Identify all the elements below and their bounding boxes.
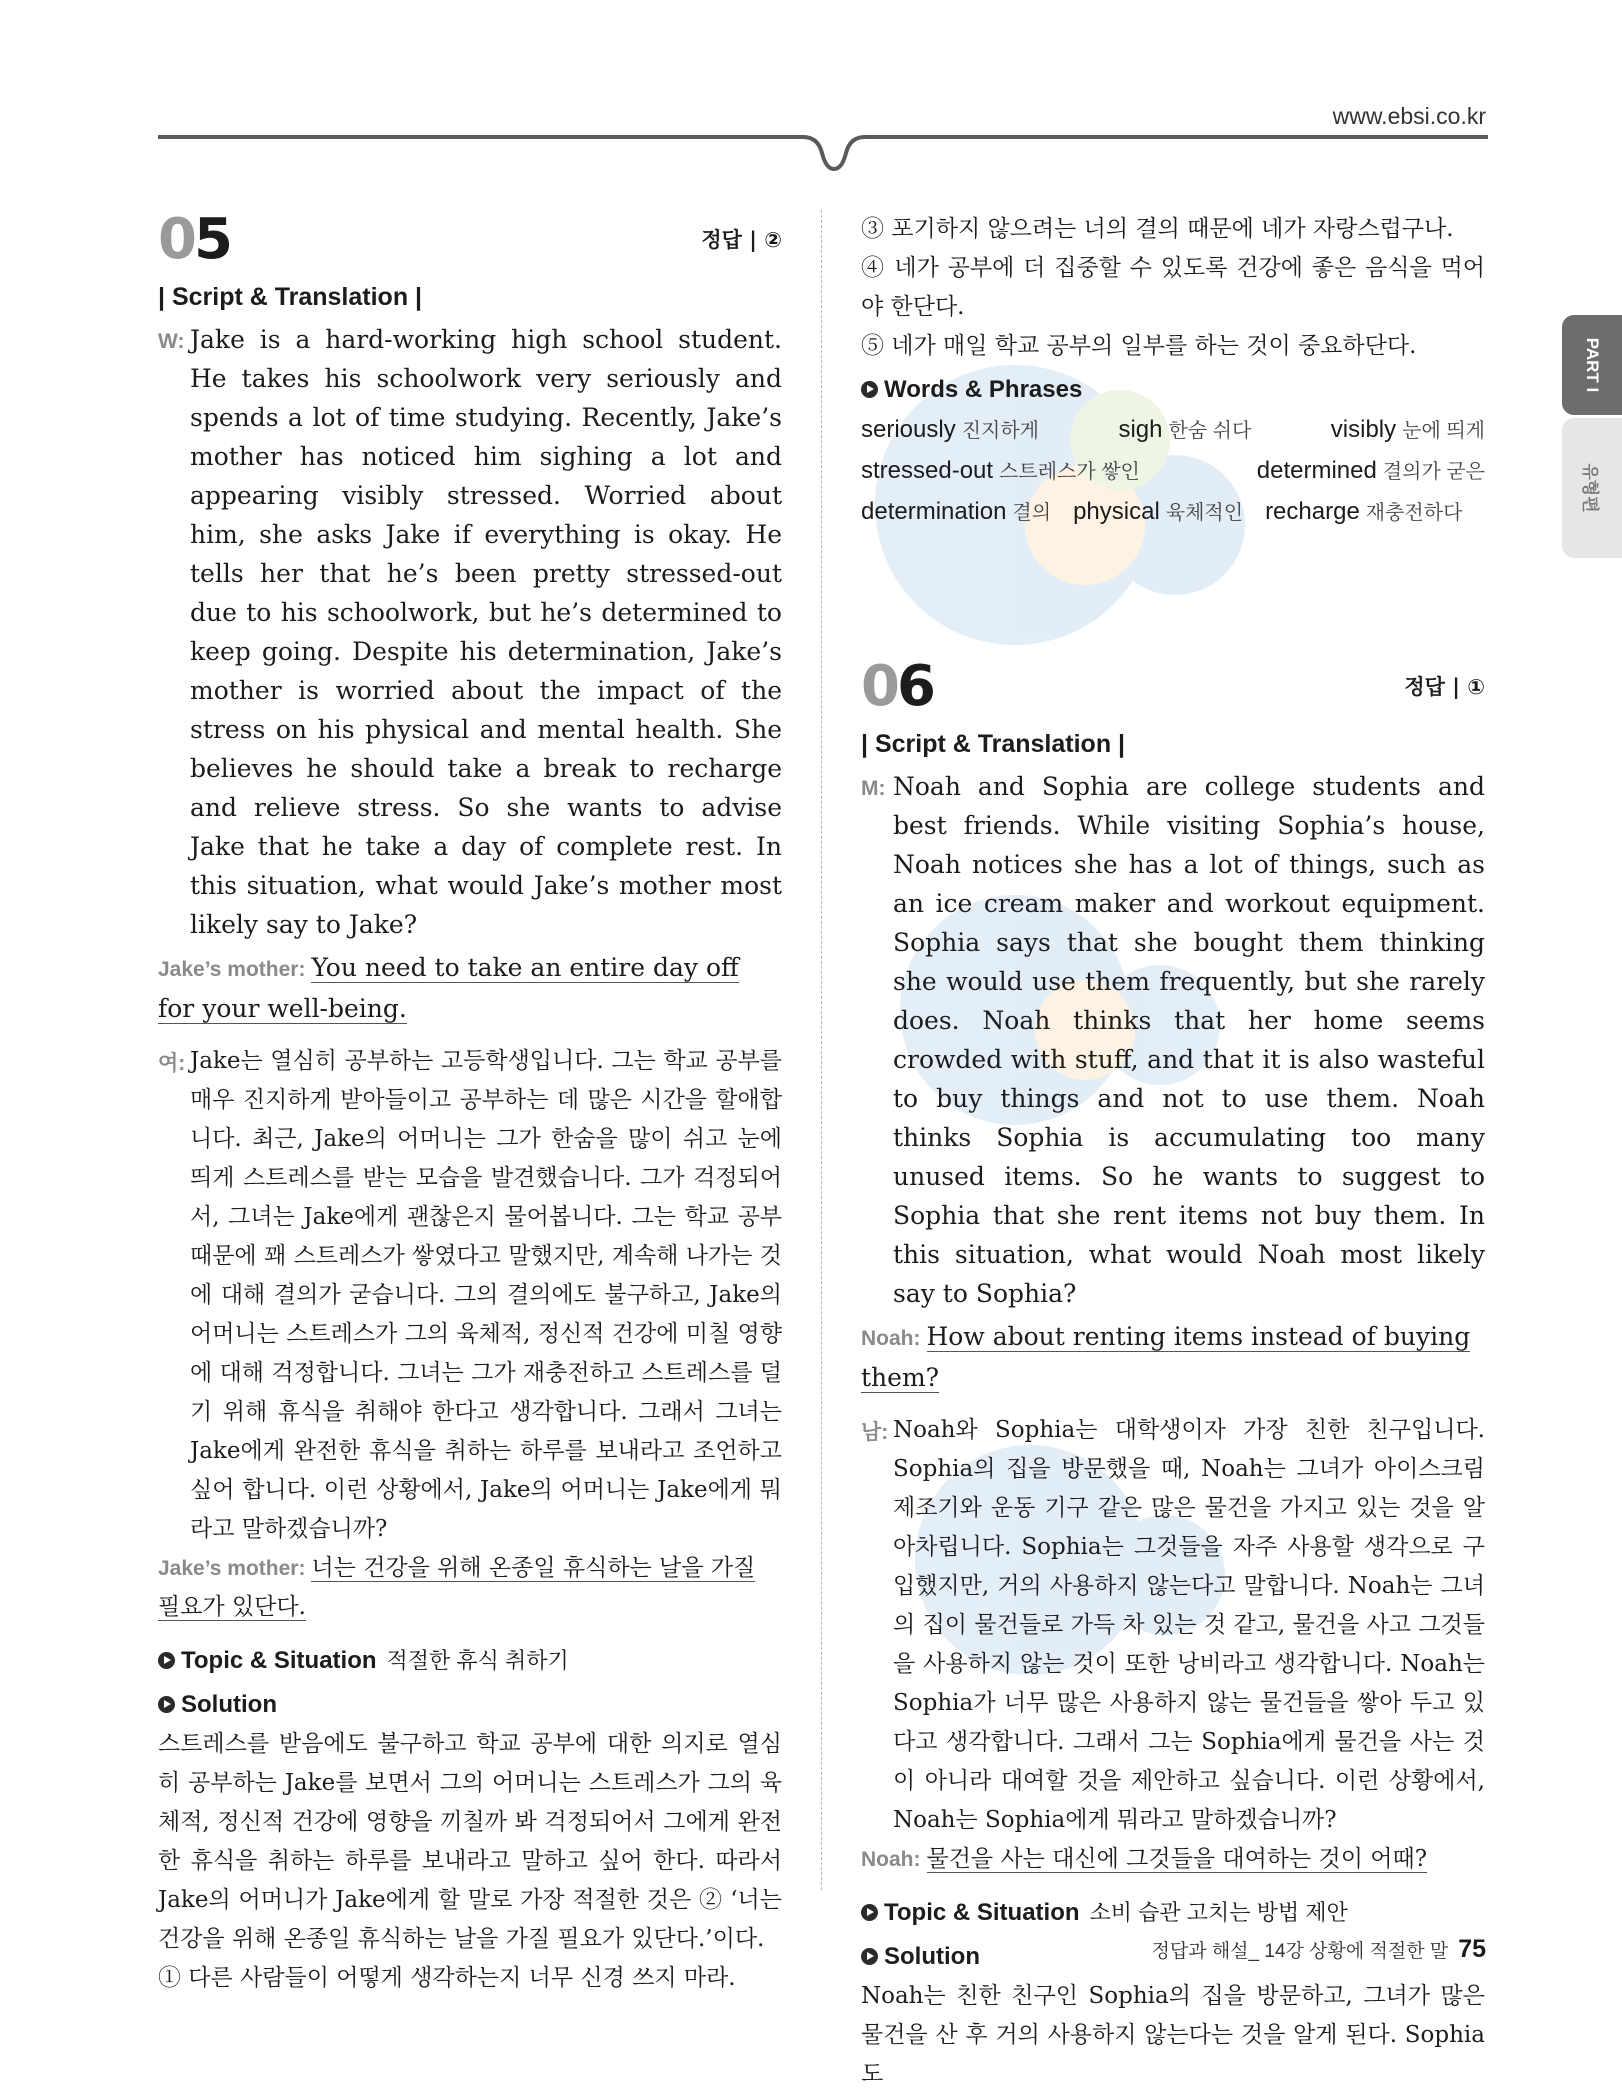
q05-option-3: ③ 포기하지 않으려는 너의 결의 때문에 네가 자랑스럽구나. bbox=[861, 216, 1454, 242]
q05-en-speaker: W: bbox=[158, 330, 185, 353]
q05-option-1: ① 다른 사람들이 어떻게 생각하는지 너무 신경 쓰지 마라. bbox=[158, 1965, 736, 1991]
word-item: determination 결의 bbox=[861, 498, 1052, 525]
q06-solution-label: Solution bbox=[884, 1943, 980, 1970]
q05-solution-heading bbox=[158, 1685, 782, 1725]
play-bullet-icon bbox=[861, 1904, 878, 1921]
word-item: sigh 한숨 쉬다 bbox=[1118, 416, 1252, 443]
q05-en-reply-text: You need to take an entire day off for your well-being. bbox=[158, 953, 739, 1023]
side-tab-part-label: PART I bbox=[1583, 337, 1602, 393]
q05-words-list bbox=[861, 410, 1485, 533]
q06-topic-text: 소비 습관 고치는 방법 제안 bbox=[1089, 1900, 1348, 1925]
q05-topic bbox=[158, 1641, 782, 1681]
q05-solution-text: 스트레스를 받음에도 불구하고 학교 공부에 대한 의지로 열심히 공부하는 Jake를 보면서 그의 어머니는 스트레스가 그의 육체적, 정신적 건강에 영향을 끼칠까 봐 걱정되어서 그에게 완전한 휴식을 취하는 하루를 보내라고 말하고 싶어 한다. 따라서 Jake의 어머니가 Jake에게 할 말로 가장 적절한 것은 ② ‘너는 건강을 위해 온종일 휴식하는 날을 가질 필요가 있단다.’이다. bbox=[158, 1731, 782, 1952]
q05-en-text: Jake is a hard-working high school student. He takes his schoolwork very seriously and spends a lot of time studying. Recently, Jake’s mother has noticed him sighing a lot and appearing visibly stressed. Worried about him, she asks Jake if everything is okay. He tells her that he’s been pretty stressed-out due to his schoolwork, but he’s determined to keep going. Despite his determination, Jake’s mother is worried about the impact of the stress on his physical and mental health. She believes he should take a break to recharge and relieve stress. So she wants to advise Jake that he take a day of complete rest. In this situation, what would Jake’s mother most likely say to Jake? bbox=[190, 325, 782, 939]
q05-number: 05 bbox=[158, 207, 230, 272]
q05-answer: 정답 | ② bbox=[701, 228, 782, 252]
q05-words-label: Words & Phrases bbox=[884, 376, 1083, 403]
q06-korean-translation bbox=[861, 1411, 1485, 1840]
q05-english-script bbox=[158, 320, 782, 944]
q05-words-heading bbox=[861, 370, 1485, 410]
q05-ko-reply-text: 너는 건강을 위해 온종일 휴식하는 날을 가질 필요가 있단다. bbox=[158, 1555, 756, 1620]
q06-en-speaker: M: bbox=[861, 777, 886, 800]
q06-english-script bbox=[861, 767, 1485, 1313]
q05-korean-translation bbox=[158, 1042, 782, 1549]
q06-header bbox=[861, 654, 1485, 723]
words-row bbox=[861, 451, 1485, 492]
q06-topic-label: Topic & Situation bbox=[884, 1899, 1080, 1926]
q05-option-4: ④ 네가 공부에 더 집중할 수 있도록 건강에 좋은 음식을 먹어야 한단다. bbox=[861, 255, 1485, 320]
word-item: physical 육체적인 bbox=[1073, 498, 1244, 525]
page-number: 75 bbox=[1458, 1935, 1486, 1963]
q05-header bbox=[158, 207, 782, 276]
q06-ko-text: Noah와 Sophia는 대학생이자 가장 친한 친구입니다. Sophia의 집을 방문했을 때, Noah는 그녀가 아이스크림 제조기와 운동 기구 같은 많은 물건을 가지고 있는 것을 알아차립니다. Sophia는 그것들을 자주 사용할 생각으로 구입했지만, 거의 사용하지 않는다고 말합니다. Noah는 그녀의 집이 물건들로 가득 차 있는 것 같고, 물건을 사고 그것들을 사용하지 않는 것이 또한 낭비라고 생각합니다. Noah는 Sophia가 너무 많은 사용하지 않는 물건들을 쌓아 두고 있다고 생각합니다. 그래서 그는 Sophia에게 물건을 사는 것이 아니라 대여할 것을 제안하고 싶습니다. 이런 상황에서, Noah는 Sophia에게 뭐라고 말하겠습니까? bbox=[893, 1417, 1485, 1833]
word-item: seriously 진지하게 bbox=[861, 416, 1039, 443]
left-column bbox=[158, 207, 782, 1998]
q06-number: 06 bbox=[861, 654, 933, 719]
page-footer bbox=[1151, 1935, 1486, 1964]
q06-answer: 정답 | ① bbox=[1404, 675, 1485, 699]
q06-ko-reply-speaker: Noah: bbox=[861, 1848, 921, 1871]
q06-en-reply bbox=[861, 1317, 1485, 1397]
q05-script-label: | Script & Translation | bbox=[158, 283, 423, 311]
side-tab-section bbox=[1562, 418, 1622, 558]
side-tab-part bbox=[1562, 315, 1622, 415]
words-row bbox=[861, 410, 1485, 451]
q06-script-label: | Script & Translation | bbox=[861, 730, 1126, 758]
q06-ko-reply-text: 물건을 사는 대신에 그것들을 대여하는 것이 어때? bbox=[926, 1846, 1428, 1872]
q06-ko-reply bbox=[861, 1840, 1485, 1879]
q06-en-reply-speaker: Noah: bbox=[861, 1327, 921, 1350]
q06-topic bbox=[861, 1893, 1485, 1933]
q05-topic-text: 적절한 휴식 취하기 bbox=[386, 1648, 569, 1673]
word-item: visibly 눈에 띄게 bbox=[1330, 416, 1485, 443]
q05-ko-reply bbox=[158, 1549, 782, 1627]
q05-en-reply-speaker: Jake’s mother: bbox=[158, 958, 306, 981]
play-bullet-icon bbox=[861, 1948, 878, 1965]
q05-topic-label: Topic & Situation bbox=[181, 1647, 377, 1674]
q05-ko-text: Jake는 열심히 공부하는 고등학생입니다. 그는 학교 공부를 매우 진지하게 받아들이고 공부하는 데 많은 시간을 할애합니다. 최근, Jake의 어머니는 그가 한숨을 많이 쉬고 눈에 띄게 스트레스를 받는 모습을 발견했습니다. 그가 걱정되어서, 그녀는 Jake에게 괜찮은지 물어봅니다. 그는 학교 공부 때문에 꽤 스트레스가 쌓였다고 말했지만, 계속해 나가는 것에 대해 결의가 굳습니다. 그의 결의에도 불구하고, Jake의 어머니는 스트레스가 그의 육체적, 정신적 건강에 미칠 영향에 대해 걱정합니다. 그녀는 그가 재충전하고 스트레스를 덜기 위해 휴식을 취해야 한다고 생각합니다. 그래서 그녀는 Jake에게 완전한 휴식을 취하는 하루를 보내라고 조언하고 싶어 합니다. 이런 상황에서, Jake의 어머니는 Jake에게 뭐라고 말하겠습니까? bbox=[190, 1048, 782, 1542]
right-column bbox=[861, 210, 1485, 2094]
words-row bbox=[861, 492, 1485, 533]
side-tab-section-label: 유형편 bbox=[1580, 463, 1600, 513]
footer-text: 정답과 해설_ 14강 상황에 적절한 말 bbox=[1151, 1941, 1449, 1962]
q06-en-reply-text: How about renting items instead of buying them? bbox=[861, 1322, 1471, 1392]
play-bullet-icon bbox=[158, 1696, 175, 1713]
q05-en-reply bbox=[158, 948, 782, 1028]
q06-solution-text: Noah는 친한 친구인 Sophia의 집을 방문하고, 그녀가 많은 물건을 산 후 거의 사용하지 않는다는 것을 알게 된다. Sophia도 bbox=[861, 1983, 1485, 2087]
q05-ko-speaker: 여: bbox=[158, 1052, 186, 1075]
q05-ko-reply-speaker: Jake’s mother: bbox=[158, 1557, 306, 1580]
word-item: determined 결의가 굳은 bbox=[1256, 457, 1485, 484]
header-rule bbox=[158, 125, 1488, 175]
q06-ko-speaker: 남: bbox=[861, 1421, 889, 1444]
play-bullet-icon bbox=[158, 1652, 175, 1669]
play-bullet-icon bbox=[861, 381, 878, 398]
q05-option-5: ⑤ 네가 매일 학교 공부의 일부를 하는 것이 중요하단다. bbox=[861, 333, 1417, 359]
word-item: stressed-out 스트레스가 쌓인 bbox=[861, 457, 1140, 484]
column-divider bbox=[821, 210, 822, 1890]
site-url: www.ebsi.co.kr bbox=[1332, 103, 1486, 129]
q06-en-text: Noah and Sophia are college students and best friends. While visiting Sophia’s house, Noah notices she has a lot of things, such as an ice cream maker and workout equipment. Sophia says that she bought them thinking she would use them frequently, but she rarely does. Noah thinks that her home seems crowded with stuff, and that it is also wasteful to buy things and not to use them. Noah thinks Sophia is accumulating too many unused items. So he wants to suggest to Sophia that she rent items not buy them. In this situation, what would Noah most likely say to Sophia? bbox=[893, 772, 1485, 1308]
q05-solution-label: Solution bbox=[181, 1691, 277, 1718]
word-item: recharge 재충전하다 bbox=[1265, 498, 1463, 525]
